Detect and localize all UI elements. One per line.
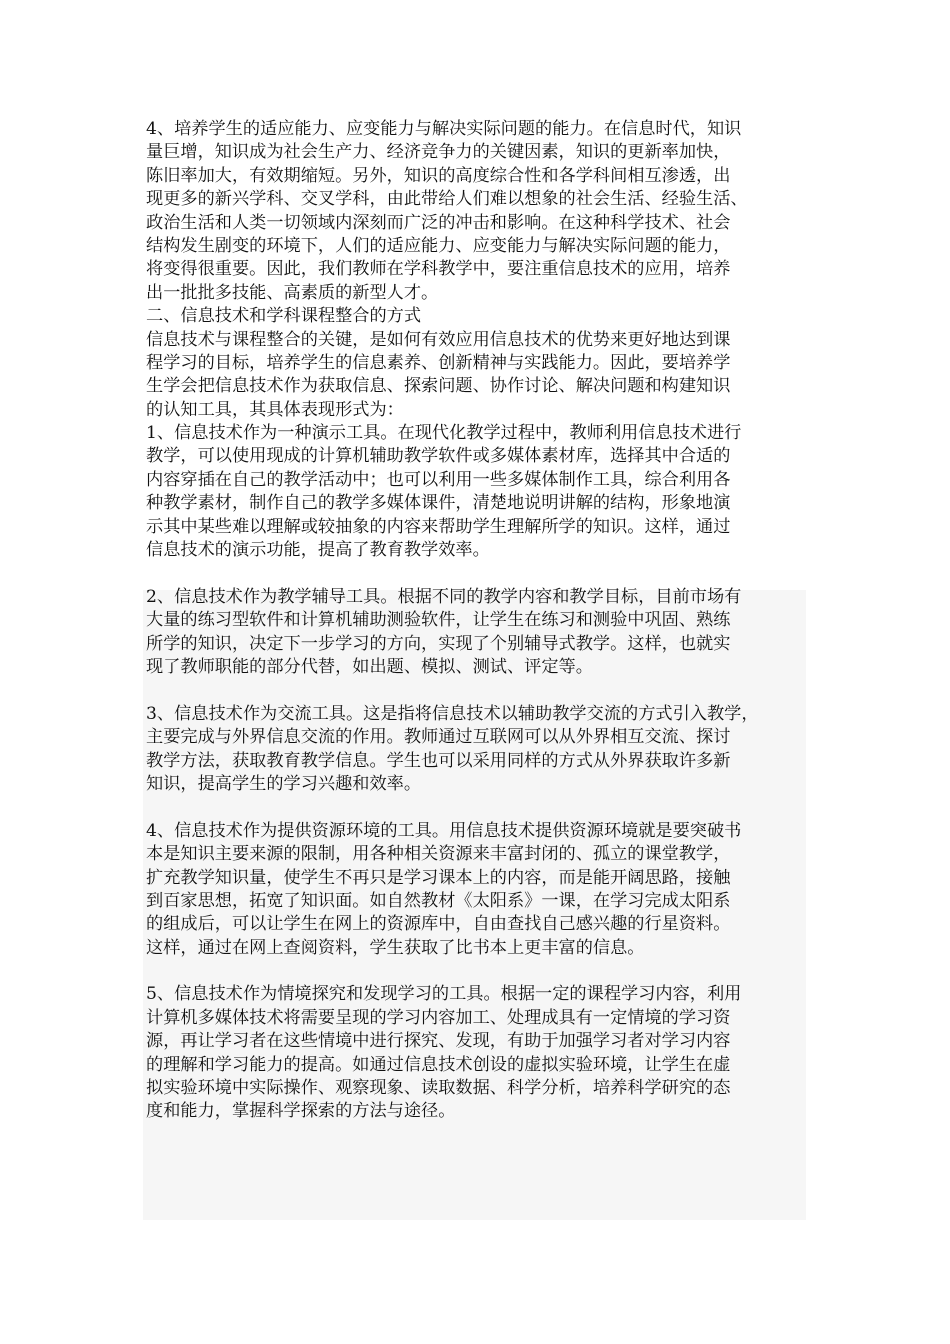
paragraph-gap [146,679,816,702]
text-line: 的理解和学习能力的提高。如通过信息技术创设的虚拟实验环境，让学生在虚 [146,1054,731,1075]
text-line: 所学的知识，决定下一步学习的方向，实现了个别辅导式教学。这样，也就实 [146,633,731,654]
text-line: 源，再让学习者在这些情境中进行探究、发现，有助于加强学习者对学习内容 [146,1031,731,1052]
paragraph-section-heading [146,305,816,328]
text-line: 将变得很重要。因此，我们教师在学科教学中，要注重信息技术的应用，培养 [146,259,731,280]
text-line: 生学会把信息技术作为获取信息、探索问题、协作讨论、解决问题和构建知识 [146,376,731,397]
paragraph-gap [146,796,816,819]
text-line: 现了教师职能的部分代替，如出题、模拟、测试、评定等。 [146,656,593,677]
paragraph-gap [146,562,816,585]
text-line: 政治生活和人类一切领域内深刻而广泛的冲击和影响。在这种科学技术、社会 [146,212,731,233]
paragraph-item-2 [146,586,816,680]
text-line: 主要完成与外界信息交流的作用。教师通过互联网可以从外界相互交流、探讨 [146,727,731,748]
paragraph-gap [146,960,816,983]
text-line: 教学方法，获取教育教学信息。学生也可以采用同样的方式从外界获取许多新 [146,750,731,771]
text-line: 3、信息技术作为交流工具。这是指将信息技术以辅助教学交流的方式引入教学， [146,703,759,724]
text-line: 种教学素材，制作自己的教学多媒体课件，清楚地说明讲解的结构，形象地演 [146,493,731,514]
text-line: 结构发生剧变的环境下，人们的适应能力、应变能力与解决实际问题的能力， [146,235,731,256]
text-line: 陈旧率加大，有效期缩短。另外，知识的高度综合性和各学科间相互渗透，出 [146,165,731,186]
text-line: 本是知识主要来源的限制，用各种相关资源来丰富封闭的、孤立的课堂教学， [146,844,731,865]
text-line: 4、信息技术作为提供资源环境的工具。用信息技术提供资源环境就是要突破书 [146,820,742,841]
paragraph-item-5 [146,983,816,1123]
document-body [146,118,816,1124]
text-line: 5、信息技术作为情境探究和发现学习的工具。根据一定的课程学习内容，利用 [146,984,742,1005]
text-line: 1、信息技术作为一种演示工具。在现代化教学过程中，教师利用信息技术进行 [146,423,742,444]
text-line: 计算机多媒体技术将需要呈现的学习内容加工、处理成具有一定情境的学习资 [146,1007,731,1028]
text-line: 度和能力，掌握科学探索的方法与途径。 [146,1101,456,1122]
paragraph-item-1 [146,422,816,562]
text-line: 内容穿插在自己的教学活动中；也可以利用一些多媒体制作工具，综合利用各 [146,469,731,490]
text-line: 扩充教学知识量，使学生不再只是学习课本上的内容，而是能开阔思路，接触 [146,867,731,888]
text-line: 到百家思想，拓宽了知识面。如自然教材《太阳系》一课，在学习完成太阳系 [146,890,731,911]
text-line: 信息技术的演示功能，提高了教育教学效率。 [146,540,490,561]
text-line: 知识，提高学生的学习兴趣和效率。 [146,773,422,794]
text-line: 量巨增，知识成为社会生产力、经济竞争力的关键因素，知识的更新率加快， [146,142,731,163]
paragraph-item-3 [146,703,816,797]
text-line: 拟实验环境中实际操作、观察现象、读取数据、科学分析，培养科学研究的态 [146,1078,731,1099]
text-line: 现更多的新兴学科、交叉学科，由此带给人们难以想象的社会生活、经验生活、 [146,189,748,210]
text-line: 信息技术与课程整合的关键，是如何有效应用信息技术的优势来更好地达到课 [146,329,731,350]
text-line: 这样，通过在网上查阅资料，学生获取了比书本上更丰富的信息。 [146,937,645,958]
paragraph-p4-ability [146,118,816,305]
text-line: 教学，可以使用现成的计算机辅助教学软件或多媒体素材库，选择其中合适的 [146,446,731,467]
text-line: 4、培养学生的适应能力、应变能力与解决实际问题的能力。在信息时代，知识 [146,119,742,139]
paragraph-item-4 [146,820,816,960]
text-line: 大量的练习型软件和计算机辅助测验软件，让学生在练习和测验中巩固、熟练 [146,610,731,631]
paragraph-intro [146,329,816,423]
text-line: 的组成后，可以让学生在网上的资源库中，自由查找自己感兴趣的行星资料。 [146,914,731,935]
text-line: 程学习的目标，培养学生的信息素养、创新精神与实践能力。因此，要培养学 [146,352,731,373]
text-line: 示其中某些难以理解或较抽象的内容来帮助学生理解所学的知识。这样，通过 [146,516,731,537]
text-line: 的认知工具，其具体表现形式为： [146,399,404,420]
text-line: 二、信息技术和学科课程整合的方式 [146,306,422,327]
text-line: 出一批批多技能、高素质的新型人才。 [146,282,439,303]
text-line: 2、信息技术作为教学辅导工具。根据不同的教学内容和教学目标，目前市场有 [146,586,742,607]
